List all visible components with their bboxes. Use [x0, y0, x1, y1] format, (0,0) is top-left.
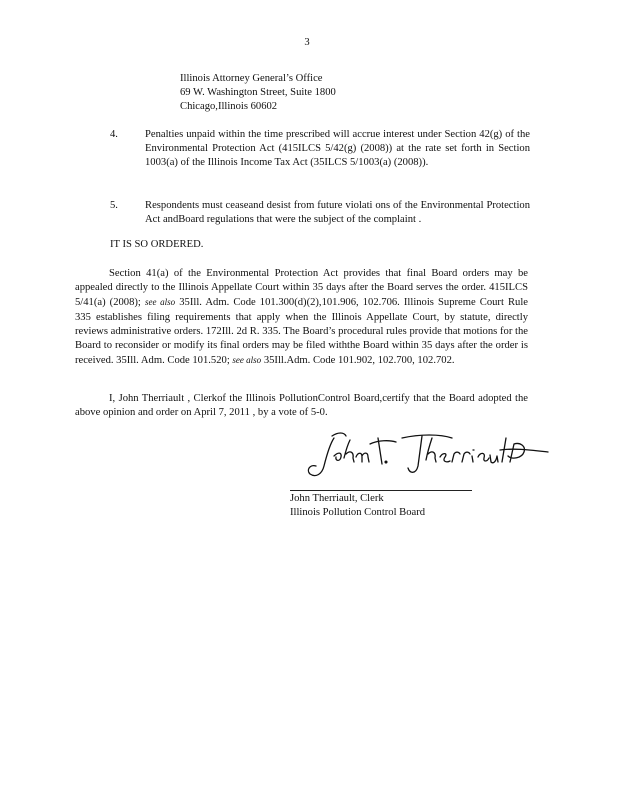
clerk-name: John Therriault, Clerk	[290, 493, 384, 504]
see-also-2: see also	[232, 355, 262, 366]
appeal-text-3: 35Ill.Adm. Code 101.902, 102.700, 102.702.	[263, 355, 455, 367]
see-also-1: see also	[144, 297, 176, 308]
signature-image	[300, 424, 550, 484]
item-number: 5.	[110, 200, 118, 211]
so-ordered: IT IS SO ORDERED.	[110, 239, 204, 250]
address-line-2: 69 W. Washington Street, Suite 1800	[180, 87, 336, 99]
appeal-paragraph	[75, 267, 528, 368]
appeal-text-2: 35Ill. Adm. Code 101.300(d)(2),101.906, 102.706. Illinois Supreme Court Rule 335 establishes filing requirements that apply when the Illinois Appellate Court, by statute, directly reviews administrative orders. 172Ill. 2d R. 335. The Board’s procedural rules provide that motions for the Board to reconsider or modify its final orders may be filed withthe Board within 35 days after the order is received. 35Ill. Adm. Code 101.520;	[75, 297, 528, 367]
page-number: 3	[304, 37, 310, 48]
item-number: 4.	[110, 129, 118, 140]
certification-paragraph: I, John Therriault , Clerkof the Illinois PollutionControl Board,certify that the Board adopted the above opinion and order on April 7, 2011 , by a vote of 5-0.	[75, 393, 528, 419]
signature-line	[290, 490, 472, 491]
list-item-5	[110, 199, 530, 227]
signature-block	[290, 492, 425, 520]
item-text: Respondents must ceaseand desist from future violati ons of the Environmental Protection Act andBoard regulations that were the subject of the complaint .	[145, 200, 530, 226]
item-text: Penalties unpaid within the time prescribed will accrue interest under Section 42(g) of the Environmental Protection Act (415ILCS 5/42(g) (2008)) at the rate set forth in Section 1003(a) of the Illinois Income Tax Act (35ILCS 5/1003(a) (2008)).	[145, 129, 530, 169]
list-item-4	[110, 128, 530, 171]
address-line-1: Illinois Attorney General’s Office	[180, 73, 323, 84]
address-block	[180, 72, 336, 115]
board-name: Illinois Pollution Control Board	[290, 507, 426, 519]
appeal-text-1: Section 41(a) of the Environmental Protection Act provides that final Board orders may be appealed directly to the Illinois Appellate Court within 35 days after the Board serves the order. 415ILCS 5/41(a) (2008);	[75, 268, 528, 309]
address-line-3: Chicago,Illinois 60602	[180, 101, 278, 113]
